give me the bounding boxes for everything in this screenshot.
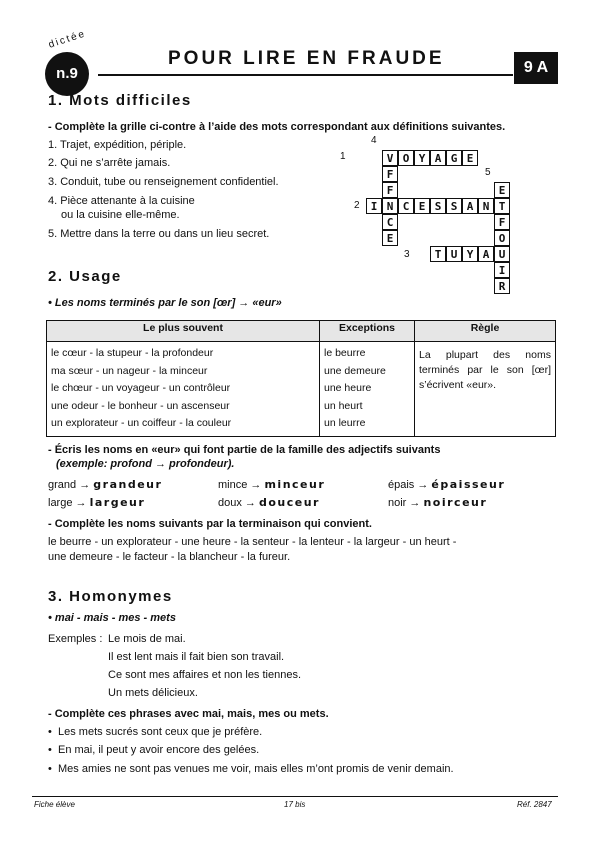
- badge-caption: dictée: [47, 28, 88, 51]
- crossword-cell: T: [430, 246, 446, 262]
- table-row: le beurre: [324, 347, 366, 359]
- noun-answer: minceur: [264, 478, 326, 491]
- crossword-cell: O: [398, 150, 414, 166]
- crossword-cell: G: [446, 150, 462, 166]
- table-row: une heure: [324, 382, 372, 394]
- section-3-title: 3. Homonymes: [48, 588, 173, 605]
- answer-sentence: • En mai, il peut y avoir encore des gelées.: [58, 744, 259, 756]
- table-row: un explorateur - un coiffeur - la couleur: [51, 417, 232, 429]
- usage-table: [46, 320, 556, 437]
- crossword-cell: E: [462, 150, 478, 166]
- rule-cell: La plupart des noms terminés par le son [œr] s’écrivent «eur».: [415, 342, 556, 437]
- adjective-pair: [388, 496, 487, 509]
- crossword-cell: R: [494, 278, 510, 294]
- crossword-cell: F: [382, 182, 398, 198]
- table-row: un leurre: [324, 417, 366, 429]
- crossword-cell: F: [494, 214, 510, 230]
- crossword-cell: V: [382, 150, 398, 166]
- table-header: Exceptions: [320, 321, 415, 342]
- examples-label: Exemples :: [48, 633, 103, 645]
- answer-sentence: • Mes amies ne sont pas venues me voir, mais elles m’ont promis de venir demain.: [58, 763, 454, 775]
- section-3-instruction: - Complète ces phrases avec mai, mais, mes ou mets.: [48, 708, 329, 720]
- table-row: une odeur - le bonheur - un ascenseur: [51, 399, 230, 412]
- crossword-cell: U: [446, 246, 462, 262]
- adjective: noir →: [388, 497, 421, 509]
- adjective-pair: [218, 478, 325, 491]
- example-text: (exemple: profond → profondeur).: [56, 458, 235, 470]
- answer-sentence: • Les mets sucrés sont ceux que je préfère.: [58, 726, 262, 738]
- completed-words-line-2: une demeure - le facteur - la blancheur - la fureur.: [48, 551, 291, 563]
- adjective-pair: [48, 496, 145, 509]
- crossword-cell: A: [462, 198, 478, 214]
- clue-number-1: 1: [340, 151, 346, 162]
- section-1-title: [48, 92, 192, 109]
- dictation-number-badge: n.9: [45, 52, 89, 96]
- adjective: mince →: [218, 479, 262, 491]
- section-3-subtitle: • mai - mais - mes - mets: [48, 612, 176, 624]
- definition-4: 4. Pièce attenante à la cuisine: [48, 195, 195, 207]
- level-badge: 9 A: [514, 52, 558, 84]
- example-sentence: Un mets délicieux.: [108, 687, 198, 699]
- table-row: le cœur - la stupeur - la profondeur: [51, 347, 214, 359]
- noun-answer: grandeur: [93, 478, 163, 491]
- adjective-pair: [388, 478, 505, 491]
- footer-rule: [32, 796, 558, 797]
- crossword-cell: E: [494, 182, 510, 198]
- table-header: Le plus souvent: [47, 321, 320, 342]
- clue-number-3: 3: [404, 249, 410, 260]
- clue-number-5: 5: [485, 167, 491, 178]
- section-2-subtitle: • Les noms terminés par le son [œr] → «eur»: [48, 297, 282, 309]
- crossword-cell: Y: [414, 150, 430, 166]
- table-row: ma sœur - un nageur - la minceur: [51, 364, 208, 377]
- adjective: grand →: [48, 479, 91, 491]
- adjective: large →: [48, 497, 87, 509]
- noun-answer: épaisseur: [431, 478, 506, 491]
- crossword-cell: I: [494, 262, 510, 278]
- definition-5: 5. Mettre dans la terre ou dans un lieu secret.: [48, 228, 270, 240]
- crossword-cell: E: [382, 230, 398, 246]
- crossword-cell: T: [494, 198, 510, 214]
- crossword-cell: F: [382, 166, 398, 182]
- definition-2: 2. Qui ne s’arrête jamais.: [48, 157, 171, 169]
- crossword-cell: A: [478, 246, 494, 262]
- section-1-title-text: 1. Mots difficiles: [48, 92, 192, 109]
- example-sentence: Il est lent mais il fait bien son travail.: [108, 651, 285, 663]
- crossword-cell: E: [414, 198, 430, 214]
- footer-left: Fiche élève: [34, 800, 75, 809]
- crossword-cell: C: [398, 198, 414, 214]
- adjective: doux →: [218, 497, 256, 509]
- definition-4-continued: ou la cuisine elle-même.: [61, 209, 180, 221]
- crossword-cell: Y: [462, 246, 478, 262]
- crossword-cell: S: [446, 198, 462, 214]
- crossword-cell: I: [366, 198, 382, 214]
- exceptions-cell: [320, 342, 415, 437]
- crossword-cell: N: [382, 198, 398, 214]
- title-underline: [98, 74, 513, 76]
- example-sentence: Le mois de mai.: [108, 633, 186, 645]
- adjective-pair: [218, 496, 320, 509]
- crossword-cell: U: [494, 246, 510, 262]
- page-title: POUR LIRE EN FRAUDE: [168, 48, 445, 69]
- footer-center: 17 bis: [284, 800, 306, 809]
- crossword-cell: A: [430, 150, 446, 166]
- completed-words-line-1: le beurre - un explorateur - une heure - la senteur - la lenteur - la largeur - un heurt -: [48, 536, 457, 548]
- definition-3: 3. Conduit, tube ou renseignement confidentiel.: [48, 176, 279, 188]
- section-2-title: 2. Usage: [48, 268, 122, 285]
- table-row: un heurt: [324, 399, 363, 412]
- crossword-cell: C: [382, 214, 398, 230]
- section-2-instruction-2: - Écris les noms en «eur» qui font partie de la famille des adjectifs suivants: [48, 444, 441, 456]
- crossword-cell: S: [430, 198, 446, 214]
- section-1-instruction: - Complète la grille ci-contre à l’aide des mots correspondant aux définitions suivantes.: [48, 121, 506, 133]
- table-header: Règle: [415, 321, 556, 342]
- example-sentence: Ce sont mes affaires et non les tiennes.: [108, 669, 302, 681]
- definition-1: 1. Trajet, expédition, périple.: [48, 139, 187, 151]
- footer-right: Réf. 2847: [517, 800, 552, 809]
- noun-answer: noirceur: [423, 496, 488, 509]
- table-row: une demeure: [324, 364, 386, 377]
- crossword-cell: O: [494, 230, 510, 246]
- section-2-instruction-3: - Complète les noms suivants par la terminaison qui convient.: [48, 518, 372, 530]
- clue-number-2: 2: [354, 200, 360, 211]
- noun-answer: douceur: [258, 496, 320, 509]
- noun-answer: largeur: [89, 496, 146, 509]
- crossword-cell: N: [478, 198, 494, 214]
- common-words-cell: [47, 342, 320, 437]
- adjective: épais →: [388, 479, 429, 491]
- adjective-pair: [48, 478, 162, 491]
- clue-number-4: 4: [371, 135, 377, 146]
- table-row: le chœur - un voyageur - un contrôleur: [51, 382, 231, 394]
